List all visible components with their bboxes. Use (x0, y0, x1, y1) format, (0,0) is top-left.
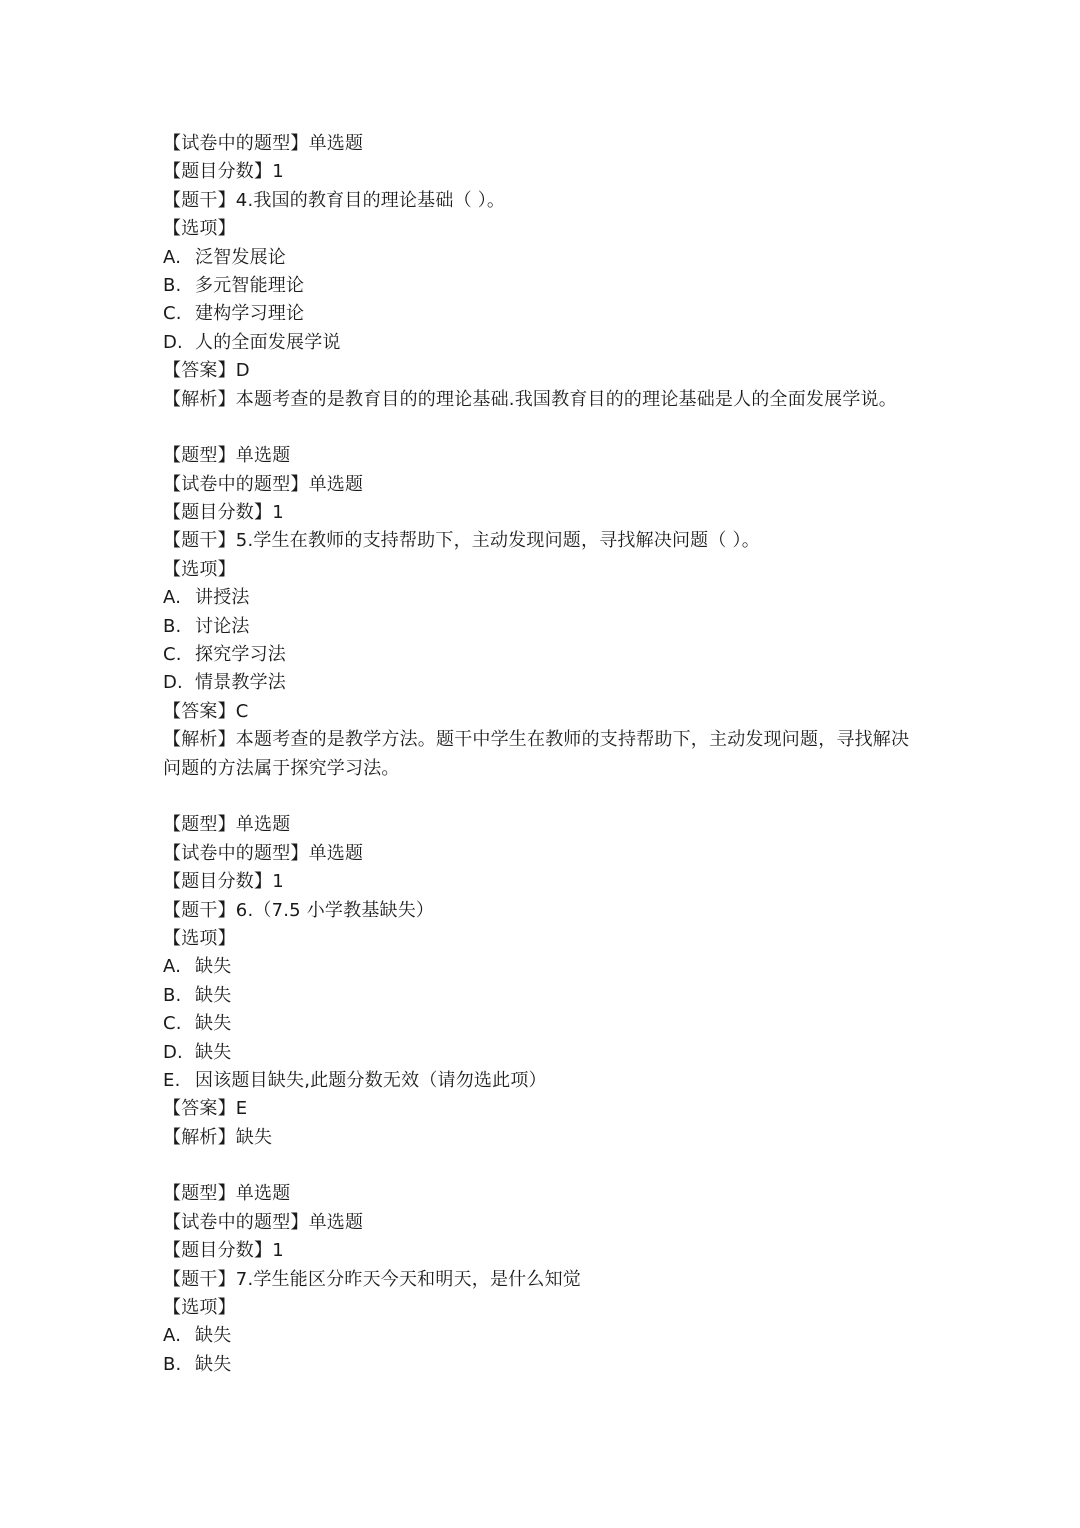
option-letter: D. (163, 672, 183, 694)
option-letter: E. (163, 1069, 181, 1091)
option-text: 缺失 (195, 956, 232, 978)
question-score: 【题目分数】1 (163, 502, 284, 524)
option-letter: B. (163, 274, 182, 296)
question-analysis: 【解析】缺失 (163, 1126, 273, 1148)
option-text: 人的全面发展学说 (195, 331, 341, 353)
option-d (163, 1039, 943, 1067)
option-b (163, 613, 943, 641)
option-a (163, 953, 943, 981)
option-letter: C. (163, 644, 182, 666)
option-letter: D. (163, 331, 183, 353)
option-text: 多元智能理论 (195, 274, 305, 296)
options-label: 【选项】 (163, 558, 236, 580)
option-letter: B. (163, 1353, 182, 1375)
option-text: 泛智发展论 (195, 246, 286, 268)
question-stem: 【题干】6.（7.5 小学教基缺失） (163, 899, 435, 921)
question-block-6 (163, 811, 943, 1152)
block-spacer (163, 1152, 943, 1180)
option-d (163, 669, 943, 697)
option-a (163, 584, 943, 612)
option-a (163, 1322, 943, 1350)
question-score: 【题目分数】1 (163, 1240, 284, 1262)
option-letter: B. (163, 615, 182, 637)
option-text: 因该题目缺失,此题分数无效（请勿选此项） (195, 1069, 547, 1091)
question-score: 【题目分数】1 (163, 871, 284, 893)
question-type: 【题型】单选题 (163, 814, 291, 836)
question-analysis: 【解析】本题考查的是教学方法。题干中学生在教师的支持帮助下，主动发现问题，寻找解决问题的方法属于探究学习法。 (163, 729, 910, 779)
question-type: 【题型】单选题 (163, 445, 291, 467)
option-text: 缺失 (195, 1325, 232, 1347)
option-text: 缺失 (195, 1041, 232, 1063)
question-paper-type: 【试卷中的题型】单选题 (163, 1211, 364, 1233)
option-b (163, 982, 943, 1010)
option-text: 缺失 (195, 984, 232, 1006)
options-label: 【选项】 (163, 218, 236, 240)
option-letter: A. (163, 956, 182, 978)
option-letter: A. (163, 587, 182, 609)
option-letter: C. (163, 303, 182, 325)
option-letter: D. (163, 1041, 183, 1063)
option-c (163, 300, 943, 328)
option-text: 情景教学法 (195, 672, 286, 694)
option-a (163, 244, 943, 272)
question-block-7 (163, 1180, 943, 1379)
question-paper-type: 【试卷中的题型】单选题 (163, 473, 364, 495)
options-label: 【选项】 (163, 1297, 236, 1319)
option-letter: B. (163, 984, 182, 1006)
block-spacer (163, 783, 943, 811)
option-text: 建构学习理论 (195, 303, 305, 325)
option-b (163, 272, 943, 300)
question-answer: 【答案】D (163, 360, 250, 382)
question-type: 【题型】单选题 (163, 1183, 291, 1205)
option-letter: C. (163, 1013, 182, 1035)
question-answer: 【答案】C (163, 700, 249, 722)
option-text: 讨论法 (195, 615, 250, 637)
exam-document (163, 130, 943, 1379)
option-e (163, 1067, 943, 1095)
options-label: 【选项】 (163, 927, 236, 949)
option-text: 讲授法 (195, 587, 250, 609)
question-stem: 【题干】4.我国的教育目的理论基础（ ）。 (163, 189, 506, 211)
question-stem: 【题干】5.学生在教师的支持帮助下，主动发现问题，寻找解决问题（ ）。 (163, 530, 760, 552)
option-letter: A. (163, 1325, 182, 1347)
option-text: 缺失 (195, 1353, 232, 1375)
option-c (163, 1010, 943, 1038)
option-c (163, 641, 943, 669)
option-text: 缺失 (195, 1013, 232, 1035)
option-b (163, 1351, 943, 1379)
option-text: 探究学习法 (195, 644, 286, 666)
question-block-4 (163, 130, 943, 414)
question-analysis: 【解析】本题考查的是教育目的的理论基础.我国教育目的的理论基础是人的全面发展学说。 (163, 388, 897, 410)
question-paper-type: 【试卷中的题型】单选题 (163, 133, 364, 154)
block-spacer (163, 414, 943, 442)
option-letter: A. (163, 246, 182, 268)
question-stem: 【题干】7.学生能区分昨天今天和明天，是什么知觉 (163, 1268, 581, 1290)
option-d (163, 329, 943, 357)
question-answer: 【答案】E (163, 1098, 248, 1120)
question-paper-type: 【试卷中的题型】单选题 (163, 842, 364, 864)
question-score: 【题目分数】1 (163, 161, 284, 183)
question-block-5 (163, 442, 943, 783)
